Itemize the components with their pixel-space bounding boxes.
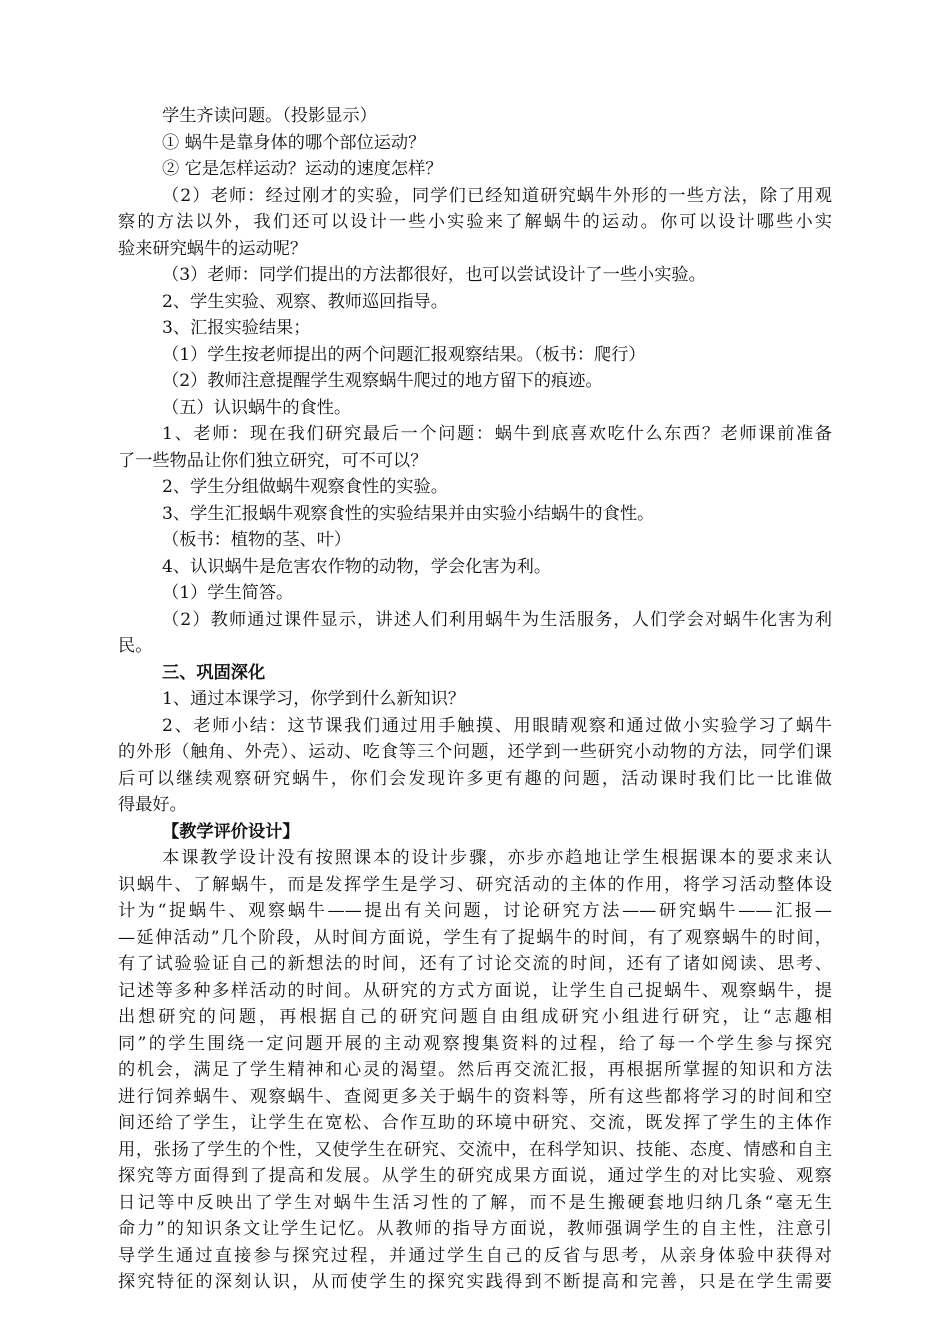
paragraph: [118, 554, 832, 581]
text-line: 命力”的知识条文让学生记忆。从教师的指导方面说，教师强调学生的自主性，注意引: [118, 1219, 832, 1239]
paragraph: [118, 527, 832, 554]
text-line: （1）学生按老师提出的两个问题汇报观察结果。（板书：爬行）: [162, 344, 646, 365]
text-line: ② 它是怎样运动？运动的速度怎样？: [162, 159, 443, 179]
paragraph: [118, 580, 832, 607]
text-line: 1、老师：现在我们研究最后一个问题：蜗牛到底喜欢吃什么东西？老师课前准备: [162, 424, 832, 444]
paragraph: [118, 845, 832, 1296]
text-line: 2、学生实验、观察、教师巡回指导。: [162, 291, 448, 312]
section-heading: [118, 660, 832, 687]
paragraph: [118, 368, 832, 395]
text-line: （五）认识蜗牛的食性。: [162, 397, 352, 418]
text-line: 3、汇报实验结果；: [162, 318, 311, 338]
paragraph: [118, 103, 832, 130]
text-line: 记述等多种多样活动的时间。从研究的方式方面说，让学生自己捉蜗牛、观察蜗牛，提: [118, 980, 832, 1001]
text-line: 导学生通过直接参与探究过程，并通过学生自己的反省与思考，从亲身体验中获得对: [118, 1245, 832, 1266]
text-line: 出想研究的问题，再根据自己的研究问题自由组成研究小组进行研究，让“志趣相: [118, 1007, 832, 1027]
paragraph: [118, 262, 832, 289]
text-line: 了一些物品让你们独立研究，可不可以？: [118, 450, 428, 471]
text-line: 探究等方面得到了提高和发展。从学生的研究成果方面说，通过学生的对比实验、观察: [118, 1166, 832, 1186]
paragraph: [118, 686, 832, 713]
paragraph: [118, 421, 832, 474]
text-line: 间还给了学生，让学生在宽松、合作互助的环境中研究、交流，既发挥了学生的主体作: [118, 1113, 832, 1133]
text-line: （3）老师：同学们提出的方法都很好，也可以尝试设计了一些小实验。: [162, 265, 706, 285]
paragraph: [118, 156, 832, 183]
text-line: 【教学评价设计】: [162, 821, 300, 842]
text-line: 计为“捉蜗牛、观察蜗牛——提出有关问题，讨论研究方法——研究蜗牛——汇报—: [118, 901, 832, 921]
text-line: 学生齐读问题。（投影显示）: [162, 106, 377, 126]
text-line: （2）老师：经过刚才的实验，同学们已经知道研究蜗牛外形的一些方法，除了用观: [162, 185, 832, 206]
text-line: （2）教师注意提醒学生观察蜗牛爬过的地方留下的痕迹。: [162, 371, 603, 391]
text-line: 有了试验验证自己的新想法的时间，还有了讨论交流的时间，还有了诸如阅读、思考、: [118, 954, 832, 974]
paragraph: [118, 183, 832, 263]
paragraph: [118, 130, 832, 157]
text-line: （2）教师通过课件显示，讲述人们利用蜗牛为生活服务，人们学会对蜗牛化害为利: [162, 609, 832, 630]
text-line: —延伸活动”几个阶段，从时间方面说，学生有了捉蜗牛的时间，有了观察蜗牛的时间，: [118, 927, 832, 948]
text-line: 本课教学设计没有按照课本的设计步骤，亦步亦趋地让学生根据课本的要求来认: [162, 848, 832, 868]
text-line: 进行饲养蜗牛、观察蜗牛、查阅更多关于蜗牛的资料等，所有这些都将学习的时间和空: [118, 1086, 832, 1107]
paragraph: [118, 342, 832, 369]
text-line: 识蜗牛、了解蜗牛，而是发挥学生是学习、研究活动的主体的作用，将学习活动整体设: [118, 874, 832, 895]
text-line: （板书：植物的茎、叶）: [162, 530, 352, 550]
paragraph: [118, 501, 832, 528]
paragraph: [118, 607, 832, 660]
text-line: 得最好。: [118, 795, 187, 815]
text-line: 用，张扬了学生的个性，又使学生在研究、交流中，在科学知识、技能、态度、情感和自主: [118, 1139, 832, 1160]
text-line: 探究特征的深刻认识，从而使学生的探究实践得到不断提高和完善，只是在学生需要: [118, 1272, 832, 1292]
text-line: 同”的学生围绕一定问题开展的主动观察搜集资料的过程，给了每一个学生参与探究: [118, 1033, 832, 1054]
text-line: 三、巩固深化: [162, 662, 266, 683]
text-line: 1、通过本课学习，你学到什么新知识？: [162, 689, 466, 709]
paragraph: [118, 395, 832, 422]
text-line: 后可以继续观察研究蜗牛，你们会发现许多更有趣的问题，活动课时我们比一比谁做: [118, 768, 832, 789]
text-line: 察的方法以外，我们还可以设计一些小实验来了解蜗牛的运动。你可以设计哪些小实: [118, 212, 832, 232]
paragraph: [118, 474, 832, 501]
text-line: 民。: [118, 636, 153, 656]
text-line: 日记等中反映出了学生对蜗牛生活习性的了解，而不是生搬硬套地归纳几条“毫无生: [118, 1192, 832, 1213]
text-line: （1）学生简答。: [162, 583, 294, 603]
text-line: 的外形（触角、外壳）、运动、吃食等三个问题，还学到一些研究小动物的方法，同学们课: [118, 742, 832, 762]
paragraph: [118, 713, 832, 819]
text-line: 2、老师小结：这节课我们通过用手触摸、用眼睛观察和通过做小实验学习了蜗牛: [162, 715, 832, 736]
text-line: 4、认识蜗牛是危害农作物的动物，学会化害为利。: [162, 556, 552, 577]
text-line: 的机会，满足了学生精神和心灵的渴望。然后再交流汇报，再根据所掌握的知识和方法: [118, 1060, 832, 1080]
paragraph: [118, 315, 832, 342]
section-heading: [118, 819, 832, 846]
text-line: ① 蜗牛是靠身体的哪个部位运动？: [162, 132, 426, 153]
paragraph: [118, 289, 832, 316]
text-line: 3、学生汇报蜗牛观察食性的实验结果并由实验小结蜗牛的食性。: [162, 503, 655, 524]
text-line: 2、学生分组做蜗牛观察食性的实验。: [162, 477, 448, 497]
text-line: 验来研究蜗牛的运动呢？: [118, 238, 308, 259]
